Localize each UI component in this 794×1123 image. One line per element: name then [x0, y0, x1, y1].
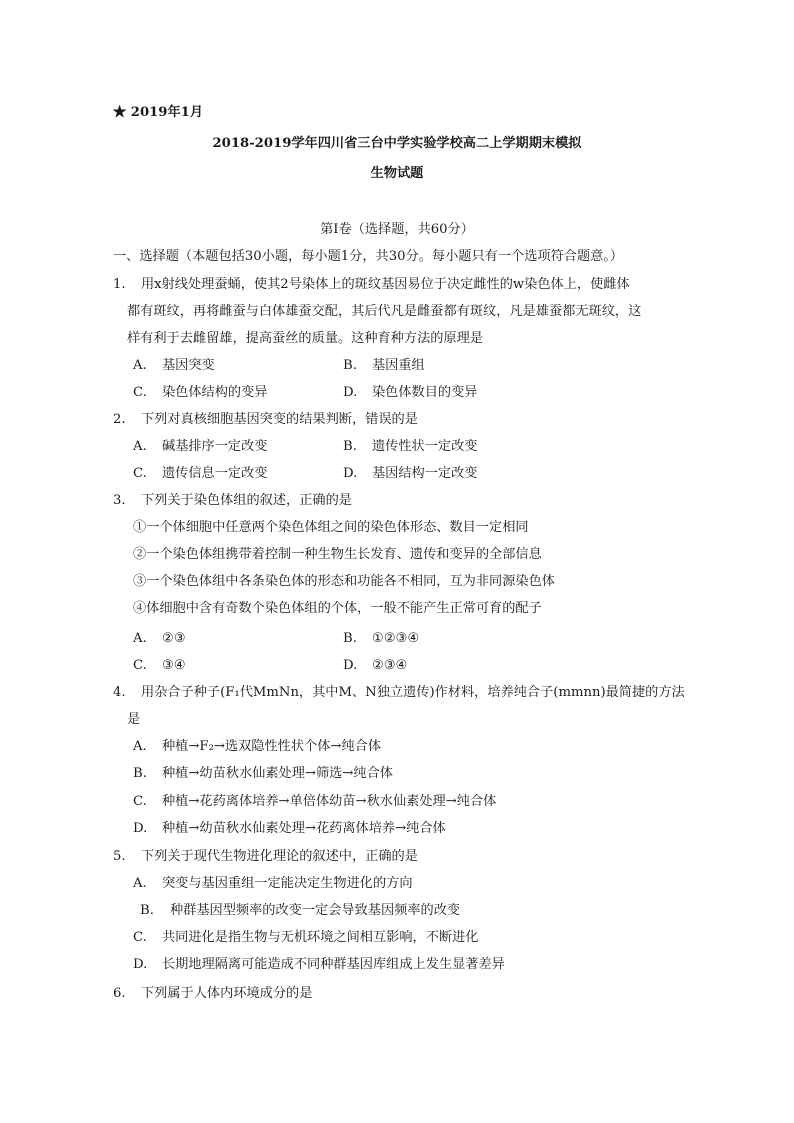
- question-1-stem-line-3: 样有利于去雌留雄，提高蚕丝的质量。这种育种方法的原理是: [127, 331, 484, 346]
- question-5-option-d: 长期地理隔离可能造成不同种群基因库组成上发生显著差异: [162, 957, 505, 972]
- question-4-option-c-label: C.: [133, 794, 147, 809]
- question-6-number: 6.: [113, 986, 126, 1001]
- question-3-option-a-label: A.: [133, 631, 147, 646]
- exam-title: 2018-2019学年四川省三台中学实验学校高二上学期期末模拟: [212, 136, 582, 151]
- question-3-statement-2: ②一个染色体组携带着控制一种生物生长发育、遗传和变异的全部信息: [133, 547, 542, 562]
- question-2-option-d-label: D.: [343, 466, 358, 481]
- question-3-number: 3.: [113, 493, 126, 508]
- question-2-option-a: 碱基排序一定改变: [162, 439, 268, 454]
- question-4-stem-line-2: 是: [127, 712, 141, 727]
- question-3-option-d: ②③④: [372, 658, 408, 673]
- question-5-option-b-label: B.: [140, 903, 154, 918]
- question-5-stem: 下列关于现代生物进化理论的叙述中，正确的是: [141, 849, 418, 864]
- question-1-option-d: 染色体数目的变异: [372, 385, 478, 400]
- question-3-option-a: ②③: [162, 631, 186, 646]
- question-2-option-b-label: B.: [343, 439, 357, 454]
- question-3-stem: 下列关于染色体组的叙述，正确的是: [141, 493, 352, 508]
- question-4-option-b-label: B.: [133, 766, 147, 781]
- question-1-option-d-label: D.: [343, 385, 358, 400]
- question-5-option-c-label: C.: [133, 930, 147, 945]
- question-3-option-b-label: B.: [343, 631, 357, 646]
- section-instruction: 一、选择题（本题包括30小题，每小题1分，共30分。每小题只有一个选项符合题意。）: [113, 249, 624, 264]
- question-5-option-a-label: A.: [133, 876, 147, 891]
- question-5-number: 5.: [113, 849, 126, 864]
- question-4-option-c: 种植→花药离体培养→单倍体幼苗→秋水仙素处理→纯合体: [162, 794, 497, 809]
- question-4-option-d: 种植→幼苗秋水仙素处理→花药离体培养→纯合体: [162, 821, 446, 836]
- question-4-option-a: 种植→F₂→选双隐性性状个体→纯合体: [162, 739, 382, 754]
- question-3-option-c-label: C.: [133, 658, 147, 673]
- question-2-stem: 下列对真核细胞基因突变的结果判断，错误的是: [141, 412, 418, 427]
- question-1-option-c: 染色体结构的变异: [162, 385, 268, 400]
- question-2-option-b: 遗传性状一定改变: [372, 439, 478, 454]
- question-6-stem: 下列属于人体内环境成分的是: [141, 986, 313, 1001]
- section-title: 第Ⅰ卷（选择题，共60分）: [320, 222, 474, 237]
- question-2-option-c: 遗传信息一定改变: [162, 466, 268, 481]
- question-1-option-a-label: A.: [133, 358, 147, 373]
- question-2-option-d: 基因结构一定改变: [372, 466, 478, 481]
- question-4-stem-line-1: 用杂合子种子(F₁代MmNn，其中M、N独立遗传)作材料，培养纯合子(mmnn)最简捷的方法: [141, 685, 685, 700]
- question-1-stem-line-2: 都有斑纹，再将雌蚕与白体雄蚕交配，其后代凡是雌蚕都有斑纹，凡是雄蚕都无斑纹，这: [127, 304, 642, 319]
- question-2-option-c-label: C.: [133, 466, 147, 481]
- question-3-statement-1: ①一个体细胞中任意两个染色体组之间的染色体形态、数目一定相同: [133, 520, 529, 535]
- question-3-option-b: ①②③④: [372, 631, 420, 646]
- date-line: ★ 2019年1月: [113, 105, 204, 120]
- question-2-number: 2.: [113, 412, 126, 427]
- question-4-option-b: 种植→幼苗秋水仙素处理→筛选→纯合体: [162, 766, 393, 781]
- question-5-option-d-label: D.: [133, 957, 148, 972]
- question-4-number: 4.: [113, 685, 126, 700]
- question-3-statement-4: ④体细胞中含有奇数个染色体组的个体，一般不能产生正常可育的配子: [133, 601, 542, 616]
- question-3-option-c: ③④: [162, 658, 186, 673]
- question-1-stem-line-1: 用x射线处理蚕蛹，使其2号染体上的斑纹基因易位于决定雌性的w染色体上，使雌体: [141, 277, 630, 292]
- question-5-option-b: 种群基因型频率的改变一定会导致基因频率的改变: [170, 903, 461, 918]
- question-1-number: 1.: [113, 277, 126, 292]
- question-1-option-b: 基因重组: [372, 358, 425, 373]
- question-1-option-b-label: B.: [343, 358, 357, 373]
- subject-title: 生物试题: [370, 166, 424, 181]
- question-1-option-c-label: C.: [133, 385, 147, 400]
- question-3-statement-3: ③一个染色体组中各条染色体的形态和功能各不相同，互为非同源染色体: [133, 574, 555, 589]
- question-3-option-d-label: D.: [343, 658, 358, 673]
- question-4-option-a-label: A.: [133, 739, 147, 754]
- question-1-option-a: 基因突变: [162, 358, 215, 373]
- question-2-option-a-label: A.: [133, 439, 147, 454]
- question-5-option-a: 突变与基因重组一定能决定生物进化的方向: [162, 876, 413, 891]
- question-5-option-c: 共同进化是指生物与无机环境之间相互影响，不断进化: [162, 930, 479, 945]
- question-4-option-d-label: D.: [133, 821, 148, 836]
